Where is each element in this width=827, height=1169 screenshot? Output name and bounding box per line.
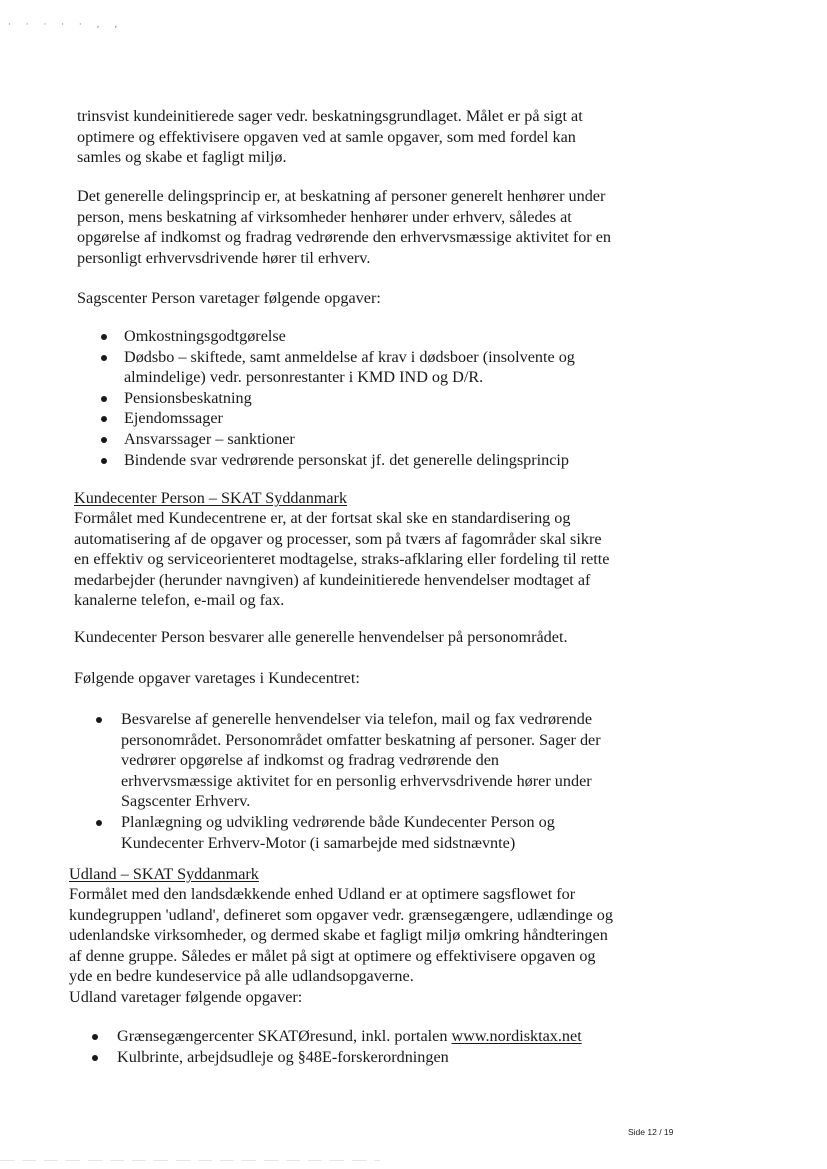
paragraph-udland-tasks-intro: Udland varetager følgende opgaver: <box>69 988 303 1006</box>
list-item: Ansvarssager – sanktioner <box>99 429 619 450</box>
bullet-icon <box>101 458 107 464</box>
bullet-icon <box>96 717 102 723</box>
bullet-icon <box>96 820 102 826</box>
list-item: Grænsegængercenter SKATØresund, inkl. portalen www.nordisktax.net <box>90 1026 620 1047</box>
bullet-icon <box>101 437 107 443</box>
bullet-icon <box>101 416 107 422</box>
bullet-icon <box>101 396 107 402</box>
kundecenter-task-list <box>94 709 609 853</box>
paragraph-delingsprincip: Det generelle delingsprincip er, at beskatning af personer generelt henhører under person, mens beskatning af virksomheder henhører under erhverv, således at opgørelse af indkomst og fradrag vedrørende den erhvervsmæssige aktivitet for en personligt erhvervsdrivende hører til erhverv. <box>77 187 612 267</box>
udland-task-list <box>90 1026 620 1067</box>
list-item: Planlægning og udvikling vedrørende både Kundecenter Person og Kundecenter Erhverv-Motor (i samarbejde med sidstnævnte) <box>94 812 609 853</box>
section-heading-udland: Udland – SKAT Syddanmark <box>69 865 259 883</box>
list-item: Dødsbo – skiftede, samt anmeldelse af krav i dødsboer (insolvente og almindelige) vedr. personrestanter i KMD IND og D/R. <box>99 347 619 388</box>
scan-specks: · · · · · ‚ ‚ <box>8 20 124 30</box>
list-item: Besvarelse af generelle henvendelser via telefon, mail og fax vedrørende personområdet. Personområdet omfatter beskatning af personer. Sager der vedrører opgørelse af indkomst og fradrag vedrørende den erhvervsmæssige aktivitet for en personlig erhvervsdrivende hører under Sagscenter Erhverv. <box>94 709 609 812</box>
list-item: Omkostningsgodtgørelse <box>99 326 619 347</box>
bullet-icon <box>101 355 107 361</box>
bullet-icon <box>101 334 107 340</box>
list-item: Ejendomssager <box>99 408 619 429</box>
paragraph-udland-purpose: Formålet med den landsdækkende enhed Udland er at optimere sagsflowet for kundegruppen 'udland', defineret som opgaver vedr. grænsegængere, udlændinge og udenlandske virksomheder, og dermed skabe et fagligt miljø omkring håndteringen af denne gruppe. Således er målet på sigt at optimere og effektivisere opgaven og yde en bedre kundeservice på alle udlandsopgaverne. <box>69 885 613 986</box>
paragraph-kundecenter-tasks-intro: Følgende opgaver varetages i Kundecentret: <box>74 669 360 687</box>
scan-edge-noise <box>0 1160 380 1161</box>
paragraph-kundecenter-scope: Kundecenter Person besvarer alle generelle henvendelser på personområdet. <box>74 628 568 646</box>
bullet-icon <box>92 1055 98 1061</box>
bullet-icon <box>92 1034 98 1040</box>
list-item: Pensionsbeskatning <box>99 388 619 409</box>
list-item: Bindende svar vedrørende personskat jf. det generelle delingsprincip <box>99 450 619 471</box>
paragraph-intro: trinsvist kundeinitierede sager vedr. beskatningsgrundlaget. Målet er på sigt at optimere og effektivisere opgaven ved at samle opgaver, som med fordel kan samles og skabe et fagligt miljø. <box>77 107 583 167</box>
paragraph-sagscenter-intro: Sagscenter Person varetager følgende opgaver: <box>77 289 381 307</box>
sagscenter-task-list <box>99 326 619 470</box>
page-number: Side 12 / 19 <box>628 1127 674 1137</box>
paragraph-kundecenter-purpose: Formålet med Kundecentrene er, at der fortsat skal ske en standardisering og automatisering af de opgaver og processer, som på tværs af fagområder skal sikre en effektiv og serviceorienteret modtagelse, straks-afklaring eller fordeling til rette medarbejder (herunder navngiven) af kundeinitierede henvendelser modtaget af kanalerne telefon, e-mail og fax. <box>74 509 610 610</box>
section-heading-kundecenter-person: Kundecenter Person – SKAT Syddanmark <box>74 489 348 507</box>
list-item: Kulbrinte, arbejdsudleje og §48E-forskerordningen <box>90 1047 620 1068</box>
nordisktax-link[interactable]: www.nordisktax.net <box>451 1027 582 1045</box>
